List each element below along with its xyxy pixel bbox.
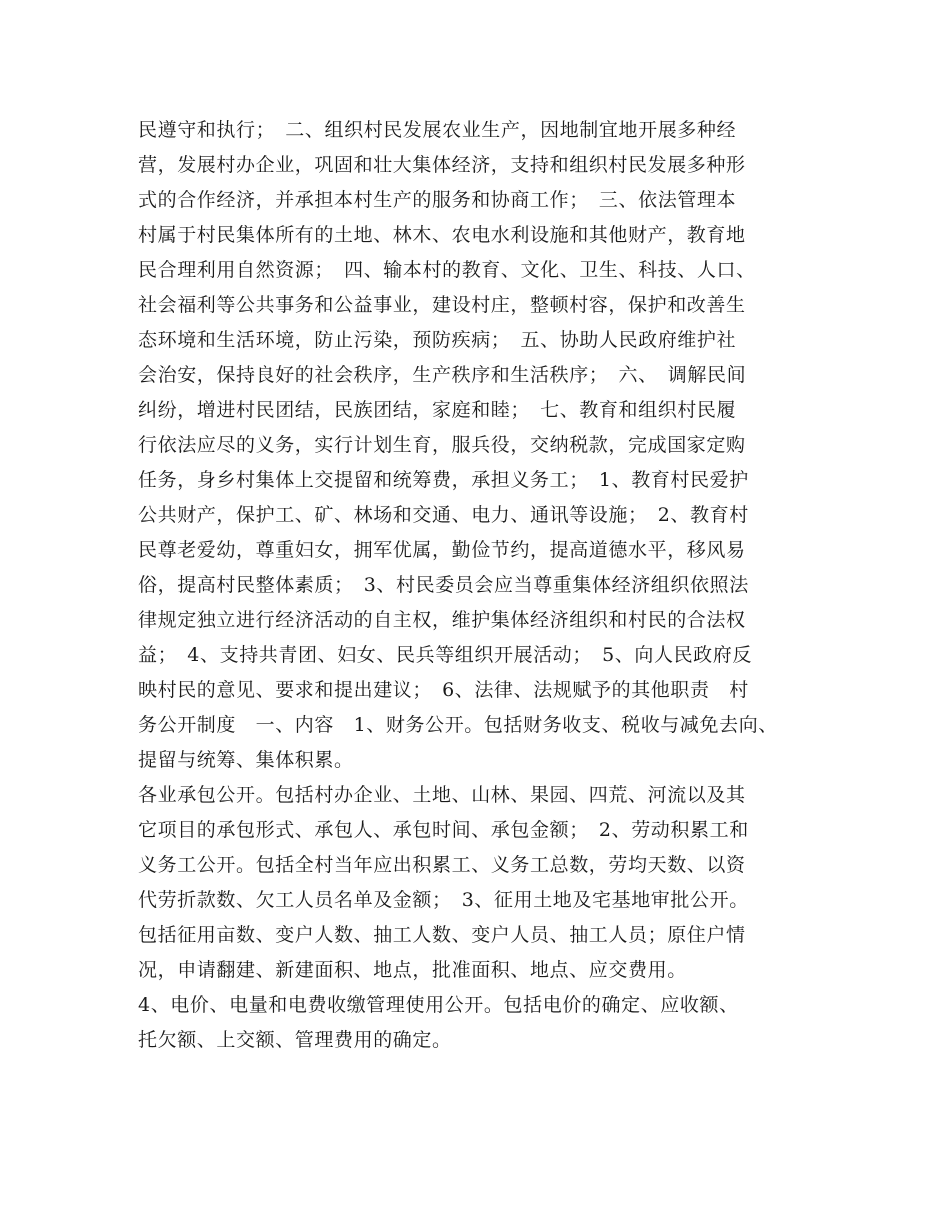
text-line: 托欠额、上交额、管理费用的确定。 (138, 1029, 452, 1051)
text-line: 提留与统筹、集体积累。 (138, 749, 354, 771)
text-line: 包括征用亩数、变户人数、抽工人数、变户人员、抽工人员；原住户情 (138, 924, 746, 946)
text-line: 民合理利用自然资源； 四、输本村的教育、文化、卫生、科技、人口、 (138, 259, 756, 281)
text-line: 公共财产，保护工、矿、林场和交通、电力、通讯等设施； 2、教育村 (138, 504, 749, 526)
text-line: 式的合作经济，并承担本村生产的服务和协商工作； 三、依法管理本 (138, 189, 737, 211)
text-line: 会治安，保持良好的社会秩序，生产秩序和生活秩序； 六、 调解民间 (138, 364, 747, 386)
text-line: 律规定独立进行经济活动的自主权，维护集体经济组织和村民的合法权 (138, 609, 746, 631)
text-line: 民遵守和执行； 二、组织村民发展农业生产，因地制宜地开展多种经 (138, 119, 737, 141)
text-line: 行依法应尽的义务，实行计划生育，服兵役，交纳税款，完成国家定购 (138, 434, 746, 456)
text-line: 况，申请翻建、新建面积、地点，批准面积、地点、应交费用。 (138, 959, 687, 981)
text-line: 映村民的意见、要求和提出建议； 6、法律、法规赋予的其他职责 村 (138, 679, 749, 701)
text-line: 社会福利等公共事务和公益事业，建设村庄，整顿村容，保护和改善生 (138, 294, 746, 316)
text-line: 民尊老爱幼，尊重妇女，拥军优属，勤俭节约，提高道德水平，移风易 (138, 539, 746, 561)
text-line: 代劳折款数、欠工人员名单及金额； 3、征用土地及宅基地审批公开。 (138, 889, 749, 911)
text-line: 村属于村民集体所有的土地、林木、农电水利设施和其他财产，教育地 (138, 224, 746, 246)
text-line: 益； 4、支持共青团、妇女、民兵等组织开展活动； 5、向人民政府反 (138, 644, 752, 666)
text-line: 各业承包公开。包括村办企业、土地、山林、果园、四荒、河流以及其 (138, 784, 746, 806)
text-line: 4、电价、电量和电费收缴管理使用公开。包括电价的确定、应收额、 (138, 994, 739, 1016)
text-line: 任务，身乡村集体上交提留和统筹费，承担义务工； 1、教育村民爱护 (138, 469, 749, 491)
text-line: 务公开制度 一、内容 1、财务公开。包括财务收支、税收与减免去向、 (138, 714, 778, 736)
text-line: 它项目的承包形式、承包人、承包时间、承包金额； 2、劳动积累工和 (138, 819, 749, 841)
body-text (138, 113, 838, 1058)
text-line: 俗，提高村民整体素质； 3、村民委员会应当尊重集体经济组织依照法 (138, 574, 749, 596)
text-line: 态环境和生活环境，防止污染，预防疾病； 五、协助人民政府维护社 (138, 329, 737, 351)
text-line: 义务工公开。包括全村当年应出积累工、义务工总数，劳均天数、以资 (138, 854, 746, 876)
text-line: 营，发展村办企业，巩固和壮大集体经济，支持和组织村民发展多种形 (138, 154, 746, 176)
text-line: 纠纷，增进村民团结，民族团结，家庭和睦； 七、教育和组织村民履 (138, 399, 737, 421)
